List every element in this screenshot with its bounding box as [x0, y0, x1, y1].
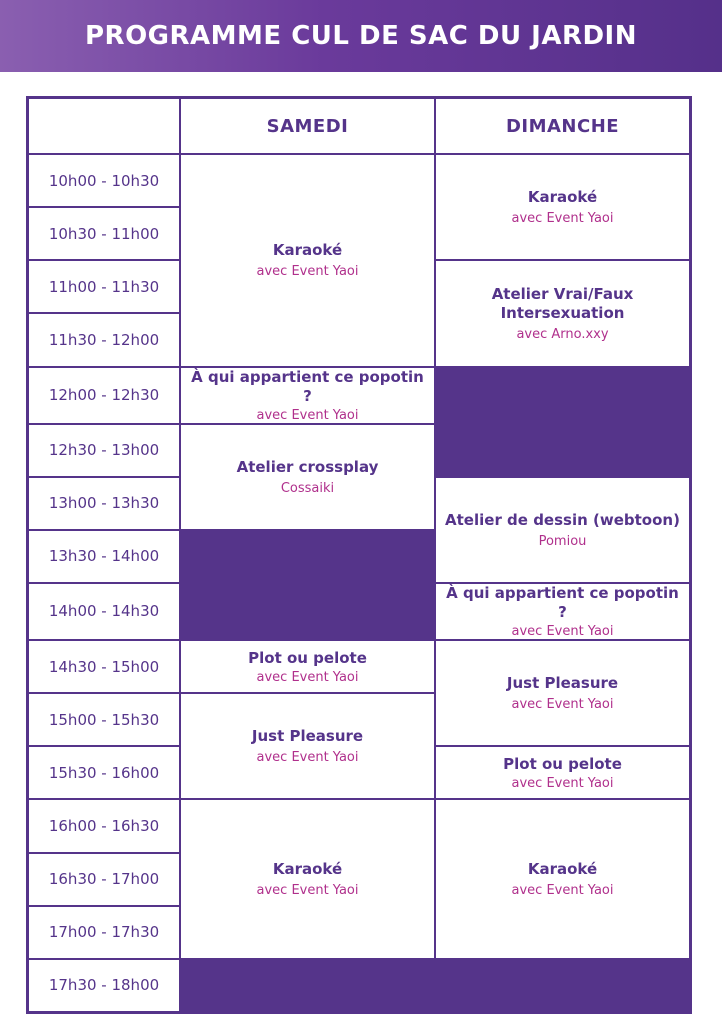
- time-slot: [29, 155, 179, 206]
- day-header-samedi: [181, 99, 434, 153]
- event-title: À qui appartient ce popotin ?: [191, 367, 424, 405]
- event-block: [436, 155, 689, 259]
- time-slot: [29, 800, 179, 851]
- time-slot: [29, 907, 179, 958]
- event-host: avec Event Yaoi: [511, 211, 614, 227]
- event-host: avec Event Yaoi: [256, 264, 359, 280]
- time-slot: [29, 531, 179, 582]
- event-block: [181, 641, 434, 692]
- event-title: Atelier de dessin (webtoon): [445, 510, 680, 529]
- header-banner: [0, 0, 722, 72]
- event-block: [436, 261, 689, 365]
- event-title: Atelier Vrai/Faux Intersexuation: [491, 284, 634, 322]
- time-label: 15h00 - 15h30: [48, 710, 160, 729]
- time-slot: [29, 261, 179, 312]
- event-host: avec Event Yaoi: [256, 669, 359, 685]
- event-host: avec Event Yaoi: [256, 883, 359, 899]
- event-host: avec Event Yaoi: [511, 775, 614, 791]
- time-label: 10h30 - 11h00: [48, 224, 160, 243]
- day-label: SAMEDI: [266, 115, 349, 137]
- event-title: Karaoké: [527, 860, 598, 879]
- time-slot: [29, 208, 179, 259]
- time-label: 10h00 - 10h30: [48, 171, 160, 190]
- time-slot: [29, 368, 179, 423]
- time-slot: [29, 425, 179, 476]
- day-header-dimanche: [436, 99, 689, 153]
- event-host: avec Event Yaoi: [511, 697, 614, 713]
- event-title: Just Pleasure: [251, 727, 364, 746]
- time-label: 12h00 - 12h30: [48, 386, 160, 405]
- event-title: Karaoké: [272, 241, 343, 260]
- event-title: Just Pleasure: [506, 674, 619, 693]
- event-block: [181, 155, 434, 366]
- time-label: 13h00 - 13h30: [48, 494, 160, 513]
- event-block: [181, 425, 434, 529]
- event-host: avec Event Yaoi: [511, 883, 614, 899]
- time-label: 15h30 - 16h00: [48, 763, 160, 782]
- time-slot: [29, 960, 179, 1011]
- time-slot: [29, 584, 179, 639]
- event-host: avec Arno.xxy: [516, 326, 609, 342]
- day-label: DIMANCHE: [505, 115, 620, 137]
- event-title: Atelier crossplay: [236, 457, 379, 476]
- event-block: [181, 800, 434, 957]
- time-label: 14h00 - 14h30: [48, 602, 160, 621]
- event-block: [436, 584, 689, 639]
- event-title: Plot ou pelote: [503, 754, 622, 773]
- time-label: 16h30 - 17h00: [48, 870, 160, 889]
- time-label: 17h30 - 18h00: [48, 976, 160, 995]
- schedule-table: [26, 96, 692, 1014]
- time-slot: [29, 854, 179, 905]
- time-label: 11h00 - 11h30: [48, 277, 160, 296]
- time-label: 16h00 - 16h30: [48, 816, 160, 835]
- time-label: 13h30 - 14h00: [48, 547, 160, 566]
- event-block: [436, 478, 689, 582]
- event-title: Karaoké: [272, 860, 343, 879]
- event-host: Pomiou: [538, 533, 587, 549]
- event-block: [436, 641, 689, 745]
- time-label: 12h30 - 13h00: [48, 441, 160, 460]
- empty-slot: [181, 960, 689, 1011]
- event-host: avec Event Yaoi: [256, 407, 359, 423]
- time-label: 11h30 - 12h00: [48, 330, 160, 349]
- time-slot: [29, 747, 179, 798]
- empty-slot: [436, 368, 689, 476]
- time-slot: [29, 478, 179, 529]
- time-slot: [29, 641, 179, 692]
- event-block: [181, 694, 434, 798]
- event-host: avec Event Yaoi: [511, 623, 614, 639]
- empty-slot: [181, 531, 434, 639]
- corner-cell: [29, 99, 179, 153]
- time-slot: [29, 314, 179, 365]
- event-host: avec Event Yaoi: [256, 750, 359, 766]
- event-block: [181, 368, 434, 423]
- event-block: [436, 747, 689, 798]
- time-label: 14h30 - 15h00: [48, 657, 160, 676]
- time-label: 17h00 - 17h30: [48, 923, 160, 942]
- event-title: À qui appartient ce popotin ?: [446, 583, 679, 621]
- event-host: Cossaiki: [280, 480, 335, 496]
- event-block: [436, 800, 689, 957]
- event-title: Plot ou pelote: [248, 648, 367, 667]
- event-title: Karaoké: [527, 188, 598, 207]
- page-title: PROGRAMME CUL DE SAC DU JARDIN: [85, 21, 637, 51]
- time-slot: [29, 694, 179, 745]
